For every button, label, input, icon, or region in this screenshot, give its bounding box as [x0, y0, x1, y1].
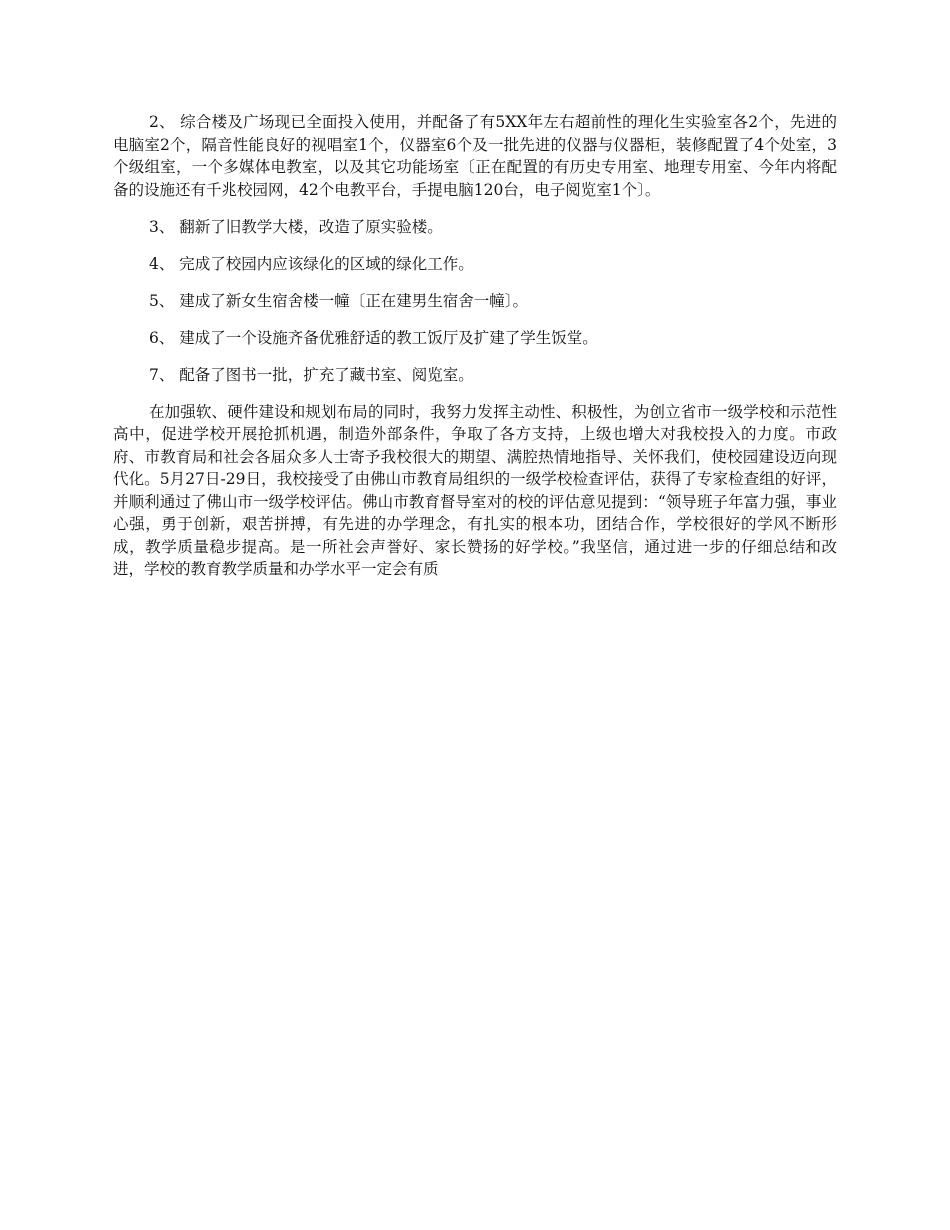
list-item-7: 7、 配备了图书一批，扩充了藏书室、阅览室。	[149, 365, 474, 384]
list-item-5: 5、 建成了新女生宿舍楼一幢〔正在建男生宿舍一幢〕。	[149, 291, 529, 310]
list-item-6: 6、 建成了一个设施齐备优雅舒适的教工饭厅及扩建了学生饭堂。	[149, 328, 598, 347]
list-item-2: 2、 综合楼及广场现已全面投入使用，并配备了有5XX年左右超前性的理化生实验室各2个，先进的电脑室2个，隔音性能良好的视唱室1个，仪器室6个及一批先进的仪器与仪器柜，装修配置了4个处室，3个级组室，一个多媒体电教室，以及其它功能场室〔正在配置的有历史专用室、地理专用室、今年内将配备的设施还有千兆校园网，42个电教平台，手提电脑120台，电子阅览室1个〕。	[113, 113, 837, 199]
closing-paragraph: 在加强软、硬件建设和规划布局的同时，我努力发挥主动性、积极性，为创立省市一级学校和示范性高中，促进学校开展抢抓机遇，制造外部条件，争取了各方支持，上级也增大对我校投入的力度。市政府、市教育局和社会各届众多人士寄予我校很大的期望、满腔热情地指导、关怀我们，使校园建设迈向现代化。5月27日-29日，我校接受了由佛山市教育局组织的一级学校检查评估，获得了专家检查组的好评，并顺利通过了佛山市一级学校评估。佛山市教育督导室对的校的评估意见提到：“领导班子年富力强，事业心强，勇于创新，艰苦拼搏，有先进的办学理念，有扎实的根本功，团结合作，学校很好的学风不断形成，教学质量稳步提高。是一所社会声誉好、家长赞扬的好学校。”我坚信，通过进一步的仔细总结和改进，学校的教育教学质量和办学水平一定会有质	[113, 402, 837, 578]
document-body	[113, 111, 837, 595]
list-item-4: 4、 完成了校园内应该绿化的区域的绿化工作。	[149, 254, 474, 273]
list-item-3: 3、 翻新了旧教学大楼，改造了原实验楼。	[149, 217, 443, 236]
